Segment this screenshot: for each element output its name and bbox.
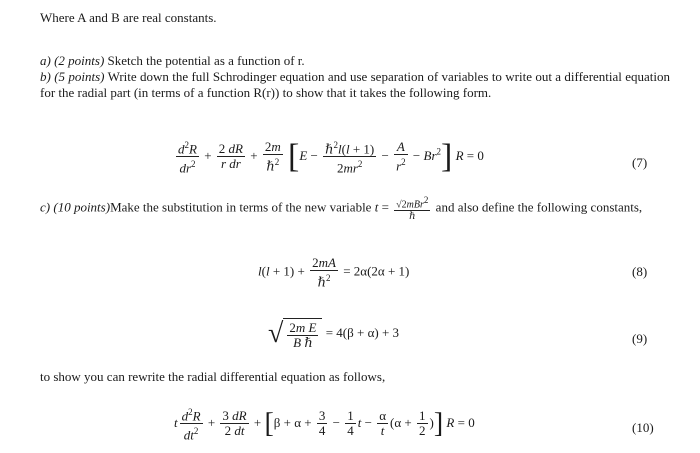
show-text: to show you can rewrite the radial differential equation as follows, <box>40 369 386 384</box>
equation-9: √ $\frac{\text{2m E}}{\text{B ℏ}}$ = 4(β + α) + 3 <box>268 318 400 350</box>
equation-10-number: (10) <box>632 420 654 435</box>
part-a-text: Sketch the potential as a function of r. <box>107 53 305 68</box>
equation-9-number: (9) <box>632 331 648 346</box>
equation-10: t $\frac{d^2R}{dt^2}$ + $\frac{3 dR}{2 dt}$ + [β + α + $\frac{3}{4}$ − $\frac{1}{4}$ t − $\frac{\alpha}{t}$ (α + $\frac{1}{2}$ )] R = 0 <box>174 407 475 443</box>
part-b-label: b) <box>40 69 51 84</box>
part-c-text-before: Make the substitution in terms of the new variable <box>110 199 372 215</box>
part-c: c) (10 points)Make the substitution in terms of the new variable t = $\frac{√2mBr^2}{\text{ℏ}}$ and also define the following constants, <box>40 195 643 223</box>
equation-7-number: (7) <box>632 155 648 170</box>
part-b-text: Write down the full Schrodinger equation and use separation of variables to write out a differential equation for the radial part (in terms of a function R(r)) to show that it takes the following form. <box>40 69 671 100</box>
equation-8: l(l + 1) + $\frac{2mA}{\hbar^2}$ = 2α(2α + 1) <box>258 255 410 290</box>
equation-7: $\frac{d^2R}{dr^2}$ + $\frac{2 dR}{\text{r dr}}$ + $\frac{2m}{\hbar^2}$ [E − $\frac{\hbar^2l(l + 1)}{2mr^2}$ − $\frac{A}{r^2}$ − $Br^2$] R = 0 <box>178 137 484 176</box>
part-c-points: (10 points) <box>53 199 111 215</box>
part-c-label: c) <box>40 199 51 215</box>
equation-8-number: (8) <box>632 264 648 279</box>
part-c-text-after: and also define the following constants, <box>435 199 643 215</box>
part-b-points: (5 points) <box>54 69 105 84</box>
intro-text: Where A and B are real constants. <box>40 10 217 25</box>
part-b <box>40 69 670 101</box>
part-a-label: a) <box>40 53 51 68</box>
part-a <box>40 53 670 69</box>
part-a-points: (2 points) <box>54 53 105 68</box>
